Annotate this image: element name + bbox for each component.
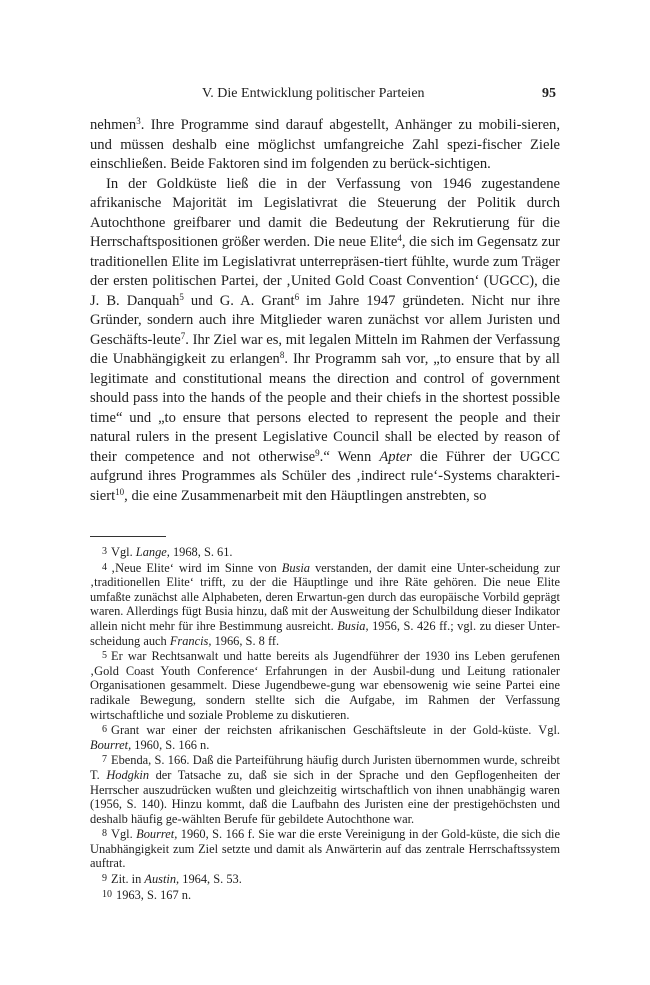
text-run: , die eine Zusammenarbeit mit den Häuptlingen anstrebten, so (124, 487, 487, 504)
text-run: verstanden, der damit eine Unter-scheidung zur ‚traditionellen Elite‘ trifft, zu der die Häuptlinge und ihre Räte gehören. Die neue Elite umfaßte zunächst alle Alphabeten, deren Erwartun-gen durch das europäische Vorbild geprägt waren. Allerdings fügt Busia hinzu, daß mit der Ausweitung der Schulbildung dieser Indikator allein nicht mehr für ihre Bestimmung ausreicht. (90, 560, 560, 633)
author-name: Lange, (135, 545, 170, 559)
paragraph-2 (90, 175, 560, 507)
author-name: Francis, (169, 633, 212, 648)
text-run: nehmen (90, 117, 137, 133)
author-name: Hodgkin (106, 767, 150, 782)
text-run: 1956, S. 426 ff.; vgl. zu dieser Unter-scheidung auch (90, 618, 560, 648)
text-run: die Führer der UGCC aufgrund ihres Programmes als Schüler des ‚indirect rule‘-Systems charakteri-siert (90, 448, 560, 504)
text-run: 1964, S. 53. (179, 872, 242, 887)
text-run: .“ Wenn (319, 448, 380, 465)
text-run: im Jahre 1947 gründeten. Nicht nur ihre Gründer, sondern auch ihre Mitglieder waren zunächst vor allem Juristen und Geschäfts-leute (90, 292, 560, 348)
author-name: Busia (281, 560, 311, 575)
text-run: Vgl. (111, 545, 136, 559)
footnote-ref: 6 (294, 291, 300, 302)
footnote (90, 827, 560, 871)
text-run: 1960, S. 166 n. (131, 737, 210, 752)
text-run: und G. A. Grant (183, 292, 295, 309)
text-run: 1968, S. 61. (169, 545, 233, 559)
footnote (90, 888, 560, 903)
footnote (90, 723, 560, 752)
author-name: Bourret, (136, 827, 178, 842)
text-run: . Ihr Ziel war es, mit legalen Mitteln im Rahmen der Verfassung die Unabhängigkeit zu erlangen (90, 331, 560, 367)
footnote-number: 6 (102, 724, 107, 736)
footnote (90, 649, 560, 722)
footnote (90, 545, 560, 560)
text-run: Grant war einer der reichsten afrikanischen Geschäftsleute in der Gold-küste. Vgl. (111, 723, 560, 738)
author-name: Bourret, (90, 737, 132, 752)
author-name: Austin, (144, 872, 180, 887)
footnote-number: 3 (102, 546, 107, 557)
footnote-number: 7 (102, 754, 107, 766)
footnote-ref: 4 (397, 233, 402, 243)
text-run: Er war Rechtsanwalt und hatte bereits als Jugendführer der 1930 ins Leben gerufenen ‚Gold Coast Youth Conference‘ Erfahrungen in der Ausbil-dung und Leitung rationaler Organisationen gesammelt. Diese Jugendbewe-gung war ebensowenig wie seine Partei eine radikale Bewegung, sondern stellte sich die Aufgabe, im Rahmen der Verfassung wirtschaftliche und soziale Probleme zu diskutieren. (90, 649, 560, 722)
footnote-ref: 5 (179, 291, 184, 302)
footnote (90, 872, 560, 887)
text-run: 1960, S. 166 f. Sie war die erste Vereinigung in der Gold-küste, die sich die Unabhängigkeit zum Ziel setzte und damit als Anwärterin auf das zentrale Herrschaftssystem auftrat. (90, 827, 560, 871)
text-run: Zit. in (111, 872, 145, 887)
text-run: 1963, S. 167 n. (116, 887, 192, 902)
footnote-number: 5 (102, 650, 107, 662)
footnote-ref: 8 (279, 350, 285, 360)
main-text (90, 116, 560, 506)
text-run: ‚Neue Elite‘ wird im Sinne von (111, 560, 282, 575)
text-run: . Ihre Programme sind darauf abgestellt, Anhänger zu mobili-sieren, und müssen deshalb eine möglichst umfangreiche Zahl spezi-fischer Ziele einschließen. Beide Faktoren sind im folgenden zu berück-sichtigen. (90, 117, 560, 172)
text-run: , die sich im Gegensatz zur traditionellen Elite im Legislativrat unterrepräsen-tiert fühlte, wurde zum Träger der ersten politischen Partei, der ‚United Gold Coast Convention‘ (UGCC), die J. B. Danquah (90, 234, 560, 309)
footnote-number: 4 (102, 561, 107, 573)
footnote-ref: 9 (315, 447, 320, 458)
text-run: der Tatsache zu, daß sie sich in der Sprache und den Gepflogenheiten der Herrscher auszudrücken wußten und gleichzeitig wirtschaftlich von ihnen unabhängig waren (1956, S. 140). Hinzu kommt, daß die Laufbahn des Juristen eine der prestigehöchsten und deshalb häufig ge-wählten Berufe für gebildete Autochthone war. (90, 767, 561, 826)
author-name: Busia, (337, 618, 369, 633)
text-run: Vgl. (111, 827, 137, 842)
footnote-number: 10 (102, 888, 112, 900)
page-number: 95 (542, 86, 556, 101)
footnote (90, 561, 560, 649)
footnote-number: 9 (102, 873, 107, 885)
footnote-ref: 3 (136, 116, 141, 126)
text-run: . Ihr Programm sah vor, „to ensure that by all legitimate and constitutional means the direction and control of government should pass into the hands of the people and their chiefs in the shortest possible time“ und „to ensure that persons elected to represent the people and their natural rulers in the present Legislative Council shall be elected by reason of their competence and not otherwise (90, 351, 560, 465)
footnote-ref: 7 (180, 330, 186, 341)
text-run: In der Goldküste ließ die in der Verfassung von 1946 zugestandene afrikanische Majorität im Legislativrat die Steuerung der Politik durch Autochthone greifbarer und damit die Bedeutung der Rekrutierung für die Herrschaftspositionen größer werden. Die neue Elite (90, 175, 560, 250)
footnote-ref: 10 (115, 486, 125, 497)
running-header (90, 86, 560, 108)
chapter-title: V. Die Entwicklung politischer Parteien (202, 86, 425, 101)
footnote-number: 8 (102, 828, 107, 840)
footnote (90, 753, 560, 826)
footnotes (90, 545, 560, 903)
footnote-divider (90, 536, 166, 537)
text-run: 1966, S. 8 ff. (211, 633, 280, 648)
text-run: Ebenda, S. 166. Daß die Parteiführung häufig durch Juristen übernommen wurde, schreibt T. (90, 753, 560, 782)
author-name: Apter (379, 448, 412, 465)
paragraph-1 (90, 116, 560, 175)
